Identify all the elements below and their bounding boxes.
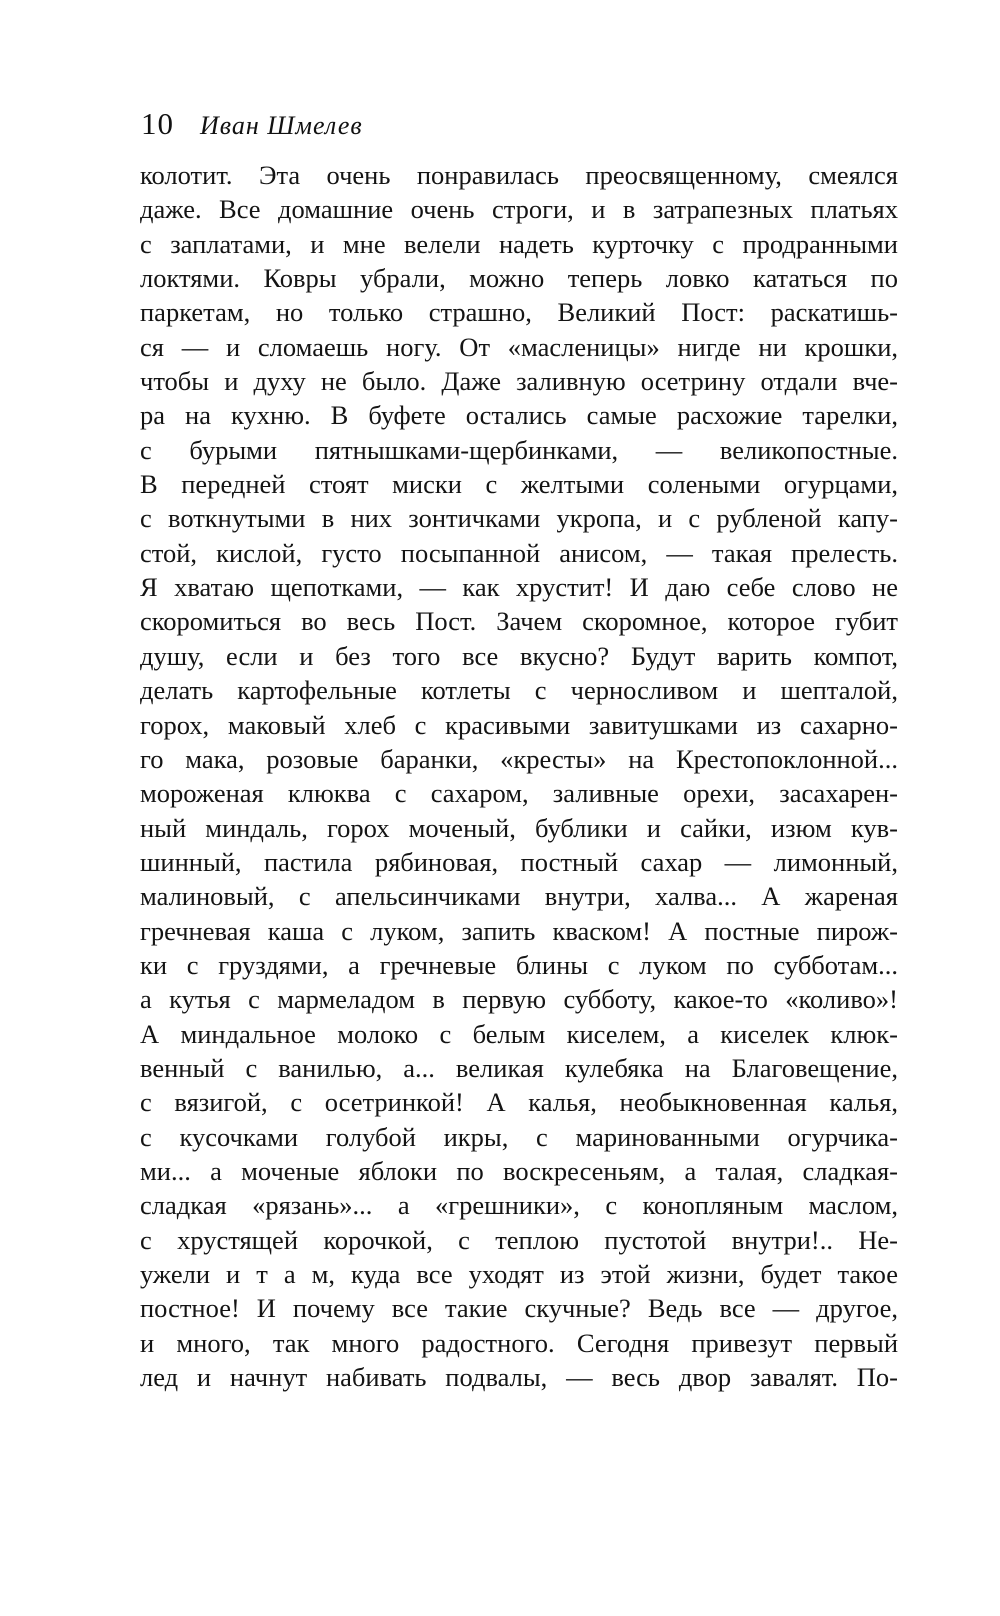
text-line: ужели и т а м, куда все уходят из этой жизни, будет такое <box>140 1259 898 1289</box>
text-line: венный с ванилью, а... великая кулебяка на Благовещение, <box>140 1052 898 1083</box>
text-line: душу, если и без того все вкусно? Будут варить компот, <box>140 640 898 671</box>
text-line: а кутья с мармеладом в первую субботу, какое-то «коливо»! <box>140 984 898 1015</box>
text-line: и много, так много радостного. Сегодня привезут первый <box>140 1327 898 1358</box>
text-line: с бурыми пятнышками-щербинками, — великопостные. <box>140 434 898 465</box>
text-line: ми... а моченые яблоки по воскресеньям, а талая, сладкая- <box>140 1155 898 1186</box>
text-line: В передней стоят миски с желтыми солеными огурцами, <box>140 469 898 500</box>
text-line: постное! И почему все такие скучные? Ведь все — другое, <box>140 1293 898 1324</box>
text-line: с вязигой, с осетринкой! А калья, необыкновенная калья, <box>140 1087 898 1118</box>
text-line: чтобы и духу не было. Даже заливную осетрину отдали вче- <box>140 366 898 397</box>
text-line: ки с груздями, а гречневые блины с луком по субботам... <box>140 949 898 980</box>
text-line: ный миндаль, горох моченый, бублики и сайки, изюм кув- <box>140 812 898 843</box>
text-line: с воткнутыми в них зонтичками укропа, и с рубленой капу- <box>140 503 898 534</box>
text-line: ся — и сломаешь ногу. От «масленицы» нигде ни крошки, <box>140 331 898 362</box>
text-line: локтями. Ковры убрали, можно теперь ловко кататься по <box>140 263 898 294</box>
page-number: 10 <box>141 106 174 141</box>
running-header <box>141 106 363 142</box>
text-line: горох, маковый хлеб с красивыми завитушками из сахарно- <box>140 709 898 740</box>
text-line: ра на кухню. В буфете остались самые расхожие тарелки, <box>140 400 898 431</box>
text-line: колотит. Эта очень понравилась преосвященному, смеялся <box>140 160 898 190</box>
author-name: Иван Шмелев <box>200 111 363 140</box>
text-line: шинный, пастила рябиновая, постный сахар — лимонный, <box>140 846 898 877</box>
text-line: гречневая каша с луком, запить кваском! А постные пирож- <box>140 915 898 946</box>
text-line: лед и начнут набивать подвалы, — весь двор завалят. По- <box>140 1362 898 1393</box>
text-line: скоромиться во весь Пост. Зачем скоромное, которое губит <box>140 606 898 637</box>
text-line: Я хватаю щепотками, — как хрустит! И даю себе слово не <box>140 572 898 603</box>
text-line: А миндальное молоко с белым киселем, а киселек клюк- <box>140 1018 898 1049</box>
text-line: стой, кислой, густо посыпанной анисом, — такая прелесть. <box>140 537 898 568</box>
text-line: с заплатами, и мне велели надеть курточку с продранными <box>140 228 898 259</box>
text-line: с хрустящей корочкой, с теплою пустотой внутри!.. Не- <box>140 1224 898 1255</box>
body-text <box>140 158 898 1394</box>
text-line: даже. Все домашние очень строги, и в затрапезных платьях <box>140 194 898 225</box>
text-line: го мака, розовые баранки, «кресты» на Крестопоклонной... <box>140 743 898 774</box>
text-line: сладкая «рязань»... а «грешники», с конопляным маслом, <box>140 1190 898 1221</box>
text-line: мороженая клюква с сахаром, заливные орехи, засахарен- <box>140 778 898 809</box>
text-line: с кусочками голубой икры, с маринованными огурчика- <box>140 1121 898 1152</box>
text-line: паркетам, но только страшно, Великий Пост: раскатишь- <box>140 297 898 328</box>
text-line: делать картофельные котлеты с черносливом и шепталой, <box>140 675 898 706</box>
text-line: малиновый, с апельсинчиками внутри, халва... А жареная <box>140 881 898 912</box>
